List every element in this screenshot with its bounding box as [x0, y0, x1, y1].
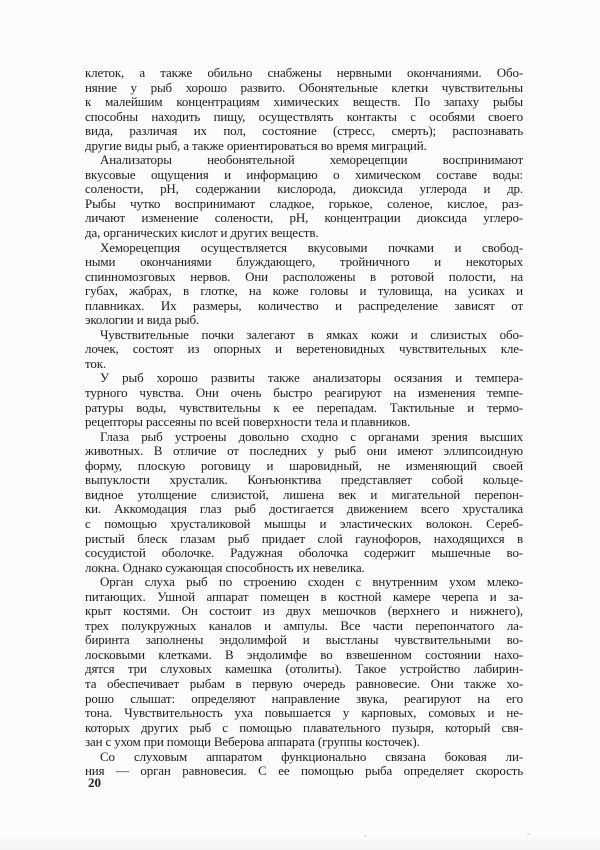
text-line: к малейшим концентрациям химических веществ. По запаху рыбы [85, 95, 523, 110]
text-line: лосковыми клетками. В эндолимфе во взвешенном состоянии нахо- [85, 647, 523, 662]
text-line: видное утолщение слизистой, лишена век и мигательной перепон- [85, 487, 523, 502]
text-line: ристый блеск глазам рыб придает слой гаунофоров, находящихся в [85, 531, 523, 546]
text-line: ными окончаниями блуждающего, тройничного и некоторых [85, 255, 523, 270]
text-line: ния — орган равновесия. С ее помощью рыба определяет скорость [85, 764, 523, 779]
text-line: Со слуховым аппаратом функционально связана боковая ли- [100, 749, 523, 764]
text-line: У рыб хорошо развиты также анализаторы осязания и темпера- [100, 371, 523, 386]
text-line: тона. Чувствительность уха повышается у карповых, сомовых и не- [85, 706, 523, 721]
text-line: клеток, а также обильно снабжены нервными окончаниями. Обо- [85, 66, 523, 80]
text-line: с помощью хрусталиковой мышцы и эластических волокон. Сереб- [85, 516, 523, 531]
text-line: Хеморецепция осуществляется вкусовыми почками и свобод- [100, 240, 523, 255]
text-line: животных. В отличие от последних у рыб они имеют эллипсоидную [85, 444, 523, 459]
text-line: ток. [85, 356, 106, 371]
text-line: Анализаторы необонятельной хеморецепции воспринимают [100, 153, 523, 168]
text-line: дятся три слуховых камешка (отолиты). Такое устройство лабирин- [85, 662, 523, 677]
page-text-block [85, 66, 523, 779]
text-line: няние у рыб хорошо развито. Обонятельные клетки чувствительны [85, 80, 523, 95]
text-line: Чувствительные почки залегают в ямках кожи и слизистых обо- [100, 327, 523, 342]
text-line: которых других рыб с помощью плавательного пузыря, который свя- [85, 720, 523, 735]
text-line: зан с ухом при помощи Веберова аппарата (группы косточек). [85, 735, 420, 750]
text-line: Глаза рыб устроены довольно сходно с органами зрения высших [100, 429, 523, 444]
scan-speck [364, 835, 367, 837]
text-line: да, органических кислот и других веществ. [85, 226, 319, 241]
text-line: Рыбы чутко воспринимают сладкое, горькое, соленое, кислое, раз- [85, 196, 523, 211]
text-line: спинномозговых нервов. Они расположены в ротовой полости, на [85, 269, 523, 284]
text-line: личают изменение солености, pH, концентрации диоксида углеро- [85, 211, 523, 226]
text-line: биринта заполнены эндолимфой и выстланы чувствительными во- [85, 633, 523, 648]
page-number: 20 [88, 775, 101, 790]
text-line: солености, pH, содержании кислорода, диоксида углерода и др. [85, 182, 523, 197]
scan-edge-artifact [0, 836, 600, 850]
text-line: Орган слуха рыб по строению сходен с внутренним ухом млеко- [100, 575, 523, 590]
text-line: турного чувства. Они очень быстро реагируют на изменения темпе- [85, 386, 523, 401]
text-line: трех полукружных каналов и ампулы. Все части перепончатого ла- [85, 618, 523, 633]
text-line: та обеспечивает рыбам в первую очередь равновесие. Они также хо- [85, 676, 523, 691]
text-line: вида, различая их пол, состояние (стресс, смерть); распознавать [85, 124, 523, 139]
text-line: сосудистой оболочке. Радужная оболочка содержит мышечные во- [85, 546, 523, 561]
text-line: плавниках. Их размеры, количество и распределение зависят от [85, 298, 523, 313]
text-line: форму, плоскую роговицу и шаровидный, не изменяющий своей [85, 458, 523, 473]
text-line: крыт костями. Он состоит из двух мешочков (верхнего и нижнего), [85, 604, 523, 619]
text-line: лочек, состоят из опорных и веретеновидных чувствительных кле- [85, 342, 523, 357]
text-line: питающих. Ушной аппарат помещен в костной камере черепа и за- [85, 589, 523, 604]
text-line: ратуры воды, чувствительны к ее перепадам. Тактильные и термо- [85, 400, 523, 415]
text-line: выпуклости хрусталик. Конъюнктива представляет собой кольце- [85, 473, 523, 488]
scan-speck [527, 833, 530, 835]
text-line: экологии и вида рыб. [85, 313, 200, 328]
text-line: рецепторы рассеяны по всей поверхности тела и плавников. [85, 415, 411, 430]
text-line: губах, жабрах, в глотке, на коже головы и туловища, на усиках и [85, 284, 523, 299]
text-line: локна. Однако сужающая способность их невелика. [85, 560, 365, 575]
text-line: вкусовые ощущения и информацию о химическом составе воды: [85, 167, 523, 182]
text-line: рошо слышат: определяют направление звука, реагируют на его [85, 691, 523, 706]
text-line: способны находить пищу, осуществлять контакты с особями своего [85, 109, 523, 124]
text-line: ки. Аккомодация глаз рыб достигается движением всего хрусталика [85, 502, 523, 517]
text-line: другие виды рыб, а также ориентироваться во время миграций. [85, 138, 427, 153]
